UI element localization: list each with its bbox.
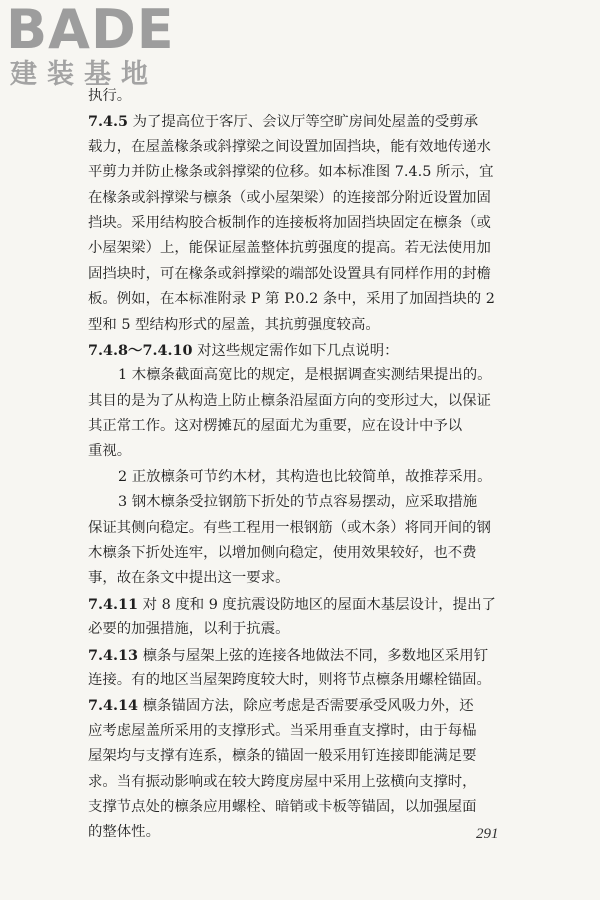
text-line: [88, 820, 518, 845]
text-line: [88, 516, 518, 541]
text-line: [88, 566, 518, 591]
text-line: [88, 719, 518, 744]
line-text: 重视。: [88, 443, 132, 460]
line-text: 2 正放檩条可节约木材，其构造也比较简单，故推荐采用。: [118, 468, 492, 485]
section-number: 7.4.8～7.4.10: [88, 341, 193, 359]
section-number: 7.4.14: [88, 697, 139, 715]
text-line: [88, 414, 518, 439]
line-text: 在椽条或斜撑梁与檩条（或小屋架梁）的连接部分附近设置加固: [88, 189, 491, 206]
text-line: [88, 693, 518, 718]
line-text: 檩条锚固方法，除应考虑是否需要承受风吸力外，还: [138, 698, 474, 715]
text-line: [88, 643, 518, 668]
line-text: 屋架均与支撑有连系，檩条的锚固一般采用钉连接即能满足要: [88, 748, 477, 765]
line-text: 连接。有的地区当屋架跨度较大时，则将节点檩条用螺栓锚固。: [88, 671, 491, 688]
line-text: 型和 5 型结构形式的屋盖，其抗剪强度较高。: [88, 316, 380, 333]
text-line: [88, 617, 518, 642]
section-number: 7.4.13: [88, 646, 139, 664]
line-text: 平剪力并防止椽条或斜撑梁的位移。如本标准图 7.4.5 所示，宜: [88, 164, 494, 181]
line-text: 其目的是为了从构造上防止檩条沿屋面方向的变形过大，以保证: [88, 392, 491, 409]
section-number: 7.4.11: [88, 595, 139, 613]
text-line: [88, 744, 518, 769]
text-line: [88, 795, 518, 820]
text-line: [88, 211, 518, 236]
line-text: 为了提高位于客厅、会议厅等空旷房间处屋盖的受剪承: [128, 114, 479, 131]
text-line: [88, 262, 518, 287]
text-line: [88, 338, 518, 363]
line-text: 求。当有振动影响或在较大跨度房屋中采用上弦横向支撑时，: [88, 773, 477, 790]
line-text: 支撑节点处的檩条应用螺栓、暗销或卡板等锚固，以加强屋面: [88, 798, 477, 815]
line-text: 必要的加强措施，以利于抗震。: [88, 621, 290, 638]
line-text: 应考虑屋盖所采用的支撑形式。当采用垂直支撑时，由于每榀: [88, 722, 477, 739]
text-line: [88, 186, 518, 211]
text-line: [88, 287, 518, 312]
line-text: 板。例如，在本标准附录 P 第 P.0.2 条中，采用了加固挡块的 2: [88, 291, 495, 308]
text-line: [88, 389, 518, 414]
page-number: 291: [476, 826, 499, 842]
line-text: 执行。: [88, 88, 132, 104]
line-text: 载力，在屋盖椽条或斜撑梁之间设置加固挡块，能有效地传递水: [88, 138, 491, 155]
line-text: 木檩条下折处连牢，以增加侧向稳定，使用效果较好，也不费: [88, 545, 477, 562]
line-text: 3 钢木檩条受拉钢筋下折处的节点容易摆动，应采取措施: [118, 494, 478, 511]
logo-subtitle: 建装基地: [10, 59, 158, 90]
text-line: [88, 668, 518, 693]
line-text: 檩条与屋架上弦的连接各地做法不同，多数地区采用钉: [138, 647, 489, 664]
line-text: 对 8 度和 9 度抗震设防地区的屋面木基层设计，提出了: [138, 596, 496, 613]
logo-wordmark: BADE: [6, 0, 175, 61]
text-line: [88, 541, 518, 566]
text-line: [88, 465, 518, 490]
line-text: 小屋架梁）上，能保证屋盖整体抗剪强度的提高。若无法使用加: [88, 240, 491, 257]
body-text: [88, 84, 518, 846]
line-text: 固挡块时，可在椽条或斜撑梁的端部处设置具有同样作用的封檐: [88, 265, 491, 282]
line-text: 其正常工作。这对楞摊瓦的屋面尤为重要，应在设计中予以: [88, 418, 463, 435]
text-line: [88, 439, 518, 464]
text-line: [88, 160, 518, 185]
text-line: [88, 313, 518, 338]
line-text: 对这些规定需作如下几点说明：: [192, 342, 399, 359]
text-line: [88, 770, 518, 795]
line-text: 的整体性。: [88, 824, 160, 841]
line-text: 挡块。采用结构胶合板制作的连接板将加固挡块固定在檩条（或: [88, 214, 491, 231]
bade-logo: [6, 2, 196, 94]
text-line: [88, 490, 518, 515]
text-line: [88, 592, 518, 617]
section-number: 7.4.5: [88, 113, 129, 131]
text-line: [88, 135, 518, 160]
text-line: [88, 109, 518, 134]
line-text: 1 木檩条截面高宽比的规定，是根据调查实测结果提出的。: [118, 367, 492, 384]
text-line: [88, 363, 518, 388]
text-line: [88, 84, 518, 109]
text-line: [88, 236, 518, 261]
line-text: 保证其侧向稳定。有些工程用一根钢筋（或木条）将同开间的钢: [88, 519, 491, 536]
line-text: 事，故在条文中提出这一要求。: [88, 570, 290, 587]
